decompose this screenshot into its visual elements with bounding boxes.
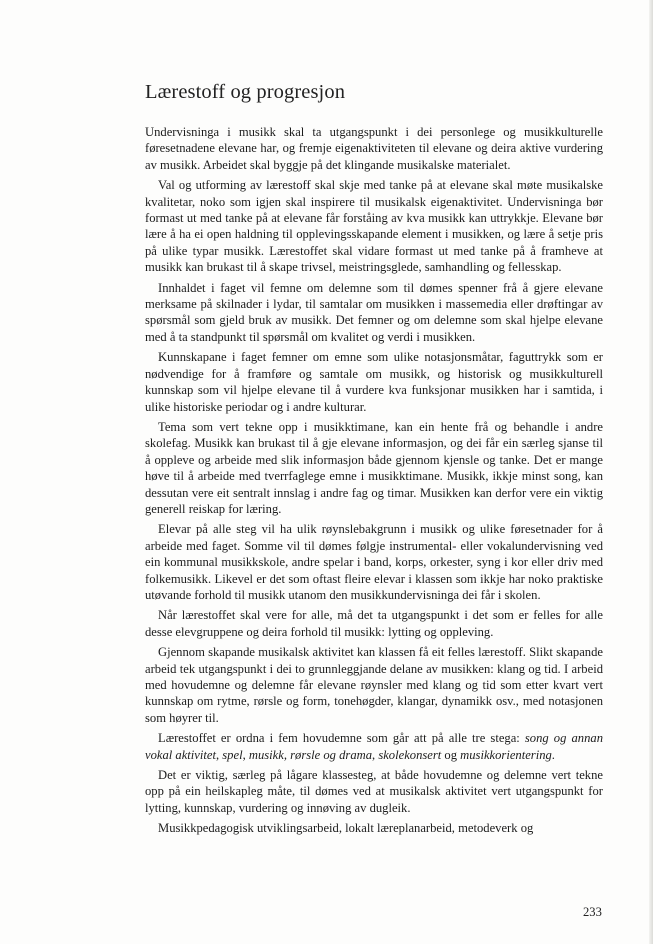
italic-text: musikk, rørsle og drama	[248, 747, 373, 762]
page-number: 233	[583, 905, 602, 919]
paragraph	[145, 521, 603, 603]
text-run: Undervisninga i musikk skal ta utgangspunkt i dei personlege og musikkulturelle føresetnadene elevane har, og fremje eigenaktiviteten til elevane og deira aktive vurdering av musikk. Arbeidet skal byggje på det klingande musikalske materialet.	[145, 125, 603, 172]
text-run: Når lærestoffet skal vere for alle, må det ta utgangspunkt i det som er felles for alle desse elevgruppene og deira forhold til musikk: lytting og oppleving.	[145, 608, 603, 639]
paragraph	[145, 124, 603, 173]
text-run: Elevar på alle steg vil ha ulik røynslebakgrunn i musikk og ulike føresetnader for å arbeide med faget. Somme vil til dømes følgje instrumental- eller vokalundervisning ved ein kommunal musikkskole, andre spelar i band, korps, orkester, syng i kor eller driv med folkemusikk. Likevel er det som oftast fleire elevar i klassen som ikkje har noko praktiske utøvande forhold til musikk utanom den musikkundervisninga dei får i skolen.	[145, 522, 603, 602]
text-run: Musikkpedagogisk utviklingsarbeid, lokalt læreplanarbeid, metodeverk og	[158, 821, 534, 836]
text-run: ,	[372, 747, 379, 762]
body-text	[145, 124, 603, 837]
paragraph	[145, 177, 603, 275]
section-title: Lærestoff og progresjon	[145, 81, 346, 103]
italic-text: song og annan vokal aktivitet	[145, 731, 603, 762]
text-run: Gjennom skapande musikalsk aktivitet kan klassen få eit felles lærestoff. Slikt skapande arbeid tek utgangspunkt i dei to grunnleggjande delane av musikken: klang og tid. I arbeid med hovudemne og delemne får elevane røynsler med klang og tid som etter kvart vert kunnskap om rytme, rørsle og form, tonehøgder, klangar, dynamikk osv., med notasjonen som høyrer til.	[145, 645, 603, 725]
paragraph	[145, 820, 603, 836]
text-run: Det er viktig, særleg på lågare klassesteg, at både hovudemne og delemne vert tekne opp på ein heilskapleg måte, til dømes ved at musikalsk aktivitet vert utgangspunkt for lytting, kunnskap, vurdering og innøving av dugleik.	[145, 768, 603, 815]
paragraph	[145, 730, 603, 763]
text-run: Tema som vert tekne opp i musikktimane, kan ein hente frå og behandle i andre skolefag. Musikk kan brukast til å gje elevane informasjon, og dei får ein særleg sjanse til å oppleve og arbeide med slik informasjon både gjennom kjensle og tanke. Det er mange høve til å arbeide med tverrfaglege emne i musikktimane. Musikk, ikkje minst song, kan dessutan vere eit sentralt innslag i andre fag og timar. Musikken kan derfor vere ein viktig generell reiskap for læring.	[145, 419, 603, 516]
page-content	[145, 78, 603, 841]
text-run: ,	[242, 747, 249, 762]
text-run: og	[441, 747, 461, 762]
text-run: Kunnskapane i faget femner om emne som ulike notasjonsmåtar, faguttrykk som er nødvendige for å framføre og samtale om musikk, og historisk og musikkulturell kunnskap som vil hjelpe elevane til å vurdere kva funksjonar musikken har i samtida, i ulike historiske periodar og i andre kulturar.	[145, 350, 603, 414]
text-run: .	[551, 747, 555, 762]
italic-text: musikkorientering	[460, 747, 552, 762]
paragraph	[145, 644, 603, 726]
text-run: Lærestoffet er ordna i fem hovudemne som går att på alle tre stega:	[158, 731, 525, 746]
paragraph	[145, 767, 603, 816]
text-run: Val og utforming av lærestoff skal skje med tanke på at elevane skal møte musikalske kvalitetar, noko som igjen skal inspirere til musikalsk eigenaktivitet. Undervisninga bør formast ut med tanke på at elevane får forståing av kva musikk kan uttrykkje. Elevane bør lære å ha ei open haldning til opplevingsskapande element i musikken, og lære å setje pris på ulike typar musikk. Lærestoffet skal vidare formast ut med tanke på å framheve at musikk kan brukast til å skape trivsel, meistringsglede, samhandling og fellesskap.	[145, 178, 603, 275]
paragraph	[145, 280, 603, 346]
paragraph	[145, 419, 603, 517]
italic-text: skolekonsert	[378, 747, 442, 762]
italic-text: spel	[222, 747, 243, 762]
paragraph	[145, 607, 603, 640]
paragraph	[145, 349, 603, 415]
text-run: ,	[215, 747, 223, 762]
page-edge	[649, 0, 653, 944]
text-run: Innhaldet i faget vil femne om delemne som til dømes spenner frå å gjere elevane merksame på skilnader i lydar, til samtalar om musikken i massemedia eller drøftingar av spørsmål som gjeld bruk av musikk. Det femner og om delemne som skal hjelpe elevane med å ta standpunkt til spørsmål om kvalitet og verdi i musikken.	[145, 280, 603, 344]
